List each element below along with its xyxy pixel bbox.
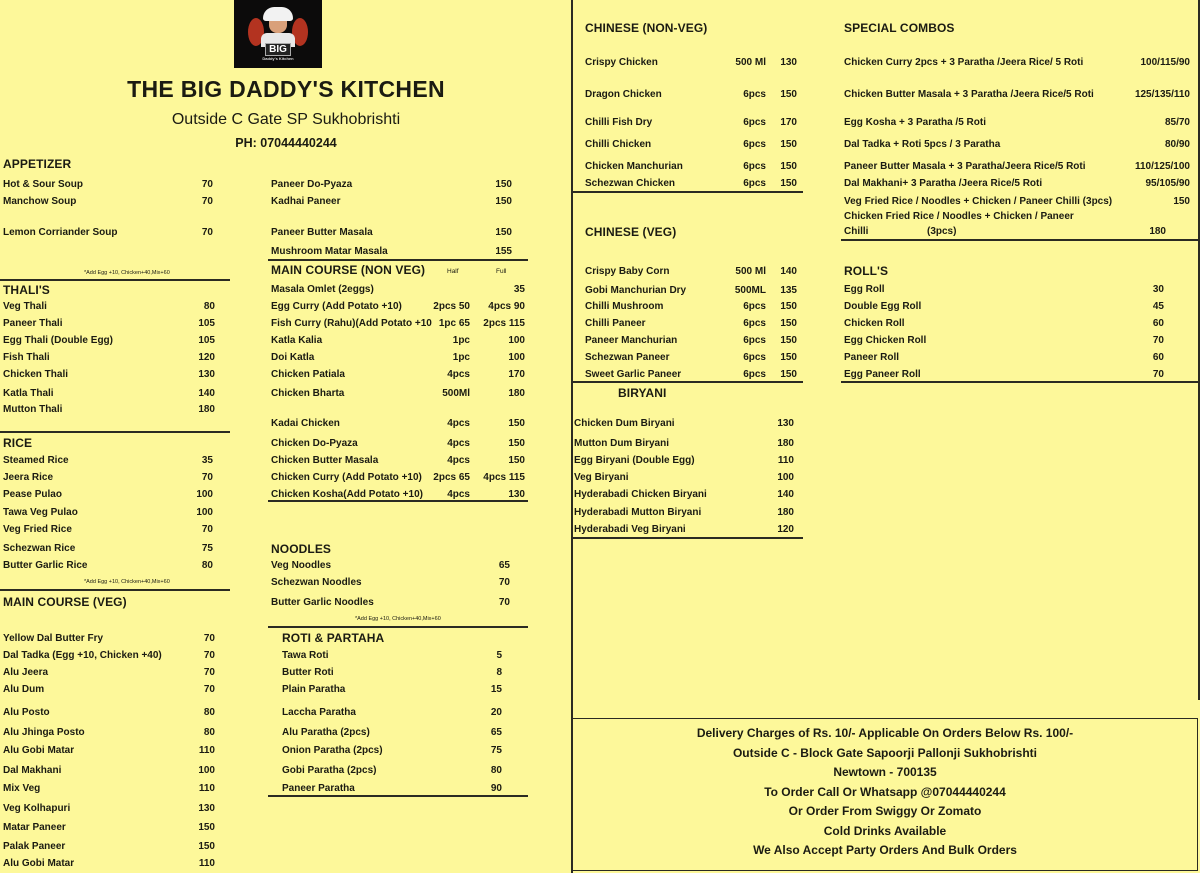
section-title-main-nonveg: MAIN COURSE (NON VEG) <box>271 263 426 277</box>
menu-item-name: Lemon Corriander Soup <box>3 227 118 238</box>
menu-item-name: Schezwan Noodles <box>271 577 362 588</box>
menu-item-name: Alu Gobi Matar <box>3 745 75 756</box>
menu-item-price: 150 <box>780 139 797 150</box>
menu-item-name: Crispy Baby Corn <box>585 266 670 277</box>
menu-item-price: 150 <box>780 178 797 189</box>
section-title-chinese-nonveg: CHINESE (NON-VEG) <box>585 21 708 35</box>
menu-item-price: 105 <box>198 318 215 329</box>
section-title-roti: ROTI & PARTAHA <box>282 631 385 645</box>
menu-item-price: 70 <box>1152 369 1164 380</box>
menu-item-name: Yellow Dal Butter Fry <box>3 633 104 644</box>
menu-item-price: 70 <box>201 196 213 207</box>
menu-item-name: Schezwan Paneer <box>585 352 670 363</box>
menu-item-price: 110 <box>198 858 215 869</box>
menu-item-name: Alu Dum <box>3 684 45 695</box>
menu-item-price: 110 <box>198 745 215 756</box>
menu-item-price: 150 <box>780 369 797 380</box>
menu-item-qty: 4pcs <box>447 455 470 466</box>
menu-item-name: Paneer Roll <box>844 352 900 363</box>
menu-item-name: Alu Posto <box>3 707 50 718</box>
combo-item-name: Veg Fried Rice / Noodles + Chicken / Paneer Chilli (3pcs) <box>844 196 1113 207</box>
menu-item-name: Chicken Roll <box>844 318 905 329</box>
section-title-rice: RICE <box>3 436 33 450</box>
section-divider <box>573 191 803 193</box>
menu-item-name: Double Egg Roll <box>844 301 922 312</box>
menu-item-qty: 6pcs <box>743 89 766 100</box>
menu-item-name: Jeera Rice <box>3 472 54 483</box>
combo-item-name: Chicken Fried Rice / Noodles + Chicken / Paneer <box>844 211 1074 222</box>
menu-item-name: Egg Paneer Roll <box>844 369 921 380</box>
section-divider <box>0 589 230 591</box>
menu-item-price: 70 <box>201 472 213 483</box>
menu-item-price: 150 <box>508 418 525 429</box>
menu-item-price: 135 <box>780 285 797 296</box>
section-divider <box>573 381 803 383</box>
menu-item-name: Chicken Patiala <box>271 369 345 380</box>
menu-item-qty: 500 Ml <box>735 57 766 68</box>
combo-item-price: 80/90 <box>1164 139 1190 150</box>
menu-item-price: 100 <box>196 507 213 518</box>
menu-item-name: Sweet Garlic Paneer <box>585 369 682 380</box>
menu-item-price: 150 <box>495 179 512 190</box>
menu-item-name: Doi Katla <box>271 352 315 363</box>
menu-item-name: Tawa Roti <box>282 650 329 661</box>
menu-item-price: 80 <box>203 301 215 312</box>
section-divider <box>268 259 528 261</box>
menu-item-name: Veg Noodles <box>271 560 332 571</box>
menu-item-name: Chicken Dum Biryani <box>574 418 675 429</box>
menu-item-price: 150 <box>780 301 797 312</box>
menu-item-name: Chicken Kosha(Add Potato +10) <box>271 489 423 500</box>
footer-address-text: Outside C - Block Gate Sapoorji Pallonji Sukhobrishti <box>732 745 1038 760</box>
order-call-text: To Order Call Or Whatsapp @07044440244 <box>764 784 1006 799</box>
menu-item-name: Chicken Butter Masala <box>271 455 379 466</box>
menu-item-name: Plain Paratha <box>282 684 346 695</box>
menu-item-price: 140 <box>198 388 215 399</box>
section-divider <box>268 795 528 797</box>
menu-item-price: 70 <box>203 684 215 695</box>
combo-item-name: Paneer Butter Masala + 3 Paratha/Jeera Rice/5 Roti <box>844 161 1086 172</box>
menu-item-price: 150 <box>508 455 525 466</box>
menu-item-name: Alu Paratha (2pcs) <box>282 727 370 738</box>
menu-item-price: 180 <box>777 438 794 449</box>
menu-item-name: Mutton Dum Biryani <box>574 438 669 449</box>
menu-item-price: 90 <box>490 783 502 794</box>
addon-note: *Add Egg +10, Chicken+40,Mix+60 <box>84 579 170 585</box>
menu-item-name: Veg Biryani <box>574 472 629 483</box>
menu-item-price: 70 <box>203 650 215 661</box>
menu-item-price: 150 <box>780 161 797 172</box>
menu-item-price: 70 <box>498 577 510 588</box>
menu-item-name: Veg Kolhapuri <box>3 803 71 814</box>
menu-item-name: Onion Paratha (2pcs) <box>282 745 383 756</box>
menu-item-price: 150 <box>780 335 797 346</box>
menu-item-qty: 1pc 65 <box>438 318 470 329</box>
combo-item-name: Chicken Curry 2pcs + 3 Paratha /Jeera Rice/ 5 Roti <box>844 57 1084 68</box>
menu-item-price: 150 <box>198 841 215 852</box>
menu-item-name: Hyderabadi Chicken Biryani <box>574 489 707 500</box>
menu-item-name: Paneer Butter Masala <box>271 227 373 238</box>
restaurant-address: Outside C Gate SP Sukhobrishti <box>171 111 401 128</box>
menu-item-qty: 500ML <box>734 285 766 296</box>
combo-item-name: Egg Kosha + 3 Paratha /5 Roti <box>844 117 986 128</box>
menu-item-price: 15 <box>490 684 502 695</box>
section-title-chinese-veg: CHINESE (VEG) <box>585 225 677 239</box>
menu-item-qty: 6pcs <box>743 318 766 329</box>
menu-item-name: Mutton Thali <box>3 404 63 415</box>
menu-item-qty: 500Ml <box>442 388 470 399</box>
menu-item-qty: 500 Ml <box>735 266 766 277</box>
menu-item-name: Paneer Do-Pyaza <box>271 179 353 190</box>
menu-item-price: 4pcs 90 <box>488 301 525 312</box>
menu-item-name: Laccha Paratha <box>282 707 356 718</box>
menu-item-price: 150 <box>780 318 797 329</box>
menu-item-name: Veg Fried Rice <box>3 524 72 535</box>
section-divider <box>268 626 528 628</box>
menu-item-price: 110 <box>198 783 215 794</box>
menu-item-price: 180 <box>198 404 215 415</box>
menu-item-name: Schezwan Chicken <box>585 178 676 189</box>
menu-item-name: Egg Biryani (Double Egg) <box>574 455 695 466</box>
menu-item-price: 80 <box>490 765 502 776</box>
info-footer-box <box>572 718 1198 871</box>
menu-item-price: 30 <box>1152 284 1164 295</box>
menu-item-price: 70 <box>201 179 213 190</box>
menu-item-name: Egg Thali (Double Egg) <box>3 335 113 346</box>
menu-item-qty: 6pcs <box>743 139 766 150</box>
menu-item-price: 100 <box>198 765 215 776</box>
menu-item-name: Schezwan Rice <box>3 543 76 554</box>
menu-item-qty: 2pcs 50 <box>433 301 470 312</box>
menu-item-price: 150 <box>495 196 512 207</box>
combo-item-price: 180 <box>1149 226 1166 237</box>
menu-item-qty: 4pcs <box>447 438 470 449</box>
menu-item-qty: 6pcs <box>743 161 766 172</box>
section-divider <box>841 239 1199 241</box>
menu-item-price: 80 <box>201 560 213 571</box>
menu-item-price: 170 <box>508 369 525 380</box>
menu-item-qty: 2pcs 65 <box>433 472 470 483</box>
menu-item-name: Manchow Soup <box>3 196 77 207</box>
menu-item-name: Steamed Rice <box>3 455 69 466</box>
menu-item-name: Butter Roti <box>282 667 334 678</box>
menu-item-name: Tawa Veg Pulao <box>3 507 78 518</box>
combo-item-name: Dal Makhani+ 3 Paratha /Jeera Rice/5 Roti <box>844 178 1043 189</box>
menu-item-name: Alu Jeera <box>3 667 49 678</box>
menu-item-price: 110 <box>777 455 794 466</box>
menu-item-name: Dal Tadka (Egg +10, Chicken +40) <box>3 650 162 661</box>
menu-item-name: Chilli Chicken <box>585 139 652 150</box>
menu-item-price: 180 <box>508 388 525 399</box>
section-divider <box>0 279 230 281</box>
menu-item-price: 60 <box>1152 318 1164 329</box>
combo-item-price: 150 <box>1173 196 1190 207</box>
menu-item-name: Chilli Fish Dry <box>585 117 653 128</box>
menu-item-name: Pease Pulao <box>3 489 62 500</box>
menu-item-name: Fish Thali <box>3 352 50 363</box>
menu-item-price: 60 <box>1152 352 1164 363</box>
cold-drinks-text: Cold Drinks Available <box>823 823 947 838</box>
menu-item-price: 75 <box>201 543 213 554</box>
menu-item-price: 70 <box>1152 335 1164 346</box>
restaurant-title: THE BIG DADDY'S KITCHEN <box>127 76 445 102</box>
menu-item-name: Paneer Thali <box>3 318 63 329</box>
menu-item-name: Gobi Paratha (2pcs) <box>282 765 377 776</box>
menu-item-name: Chicken Do-Pyaza <box>271 438 358 449</box>
menu-item-name: Chicken Manchurian <box>585 161 683 172</box>
section-divider <box>0 431 230 433</box>
menu-item-name: Hyderabadi Mutton Biryani <box>574 507 702 518</box>
combo-item-name: Chicken Butter Masala + 3 Paratha /Jeera Rice/5 Roti <box>844 89 1094 100</box>
menu-item-price: 120 <box>777 524 794 535</box>
section-divider <box>573 537 803 539</box>
menu-item-price: 70 <box>203 633 215 644</box>
swiggy-zomato-text: Or Order From Swiggy Or Zomato <box>788 804 982 818</box>
menu-item-price: 65 <box>498 560 510 571</box>
menu-item-name: Chilli Mushroom <box>585 301 664 312</box>
menu-item-price: 140 <box>780 266 797 277</box>
menu-item-name: Dragon Chicken <box>585 89 662 100</box>
addon-note: *Add Egg +10, Chicken+40,Mix+60 <box>84 270 170 276</box>
menu-item-name: Mushroom Matar Masala <box>271 246 388 257</box>
restaurant-logo <box>234 0 322 68</box>
menu-item-price: 100 <box>777 472 794 483</box>
menu-item-qty: 6pcs <box>743 117 766 128</box>
menu-item-name: Katla Thali <box>3 388 54 399</box>
menu-item-price: 130 <box>198 369 215 380</box>
combo-item-price: 125/135/110 <box>1134 89 1190 100</box>
section-divider <box>268 500 528 502</box>
menu-item-name: Dal Makhani <box>3 765 62 776</box>
menu-item-name: Paneer Manchurian <box>585 335 678 346</box>
menu-item-name: Chilli Paneer <box>585 318 646 329</box>
combo-item-qty: (3pcs) <box>927 226 957 237</box>
menu-item-price: 65 <box>490 727 502 738</box>
delivery-charges-text: Delivery Charges of Rs. 10/- Applicable On Orders Below Rs. 100/- <box>696 726 1074 740</box>
chef-face-icon <box>269 21 287 33</box>
menu-item-price: 100 <box>196 489 213 500</box>
combo-item-price: 100/115/90 <box>1140 57 1190 68</box>
menu-item-qty: 6pcs <box>743 178 766 189</box>
menu-item-name: Butter Garlic Rice <box>3 560 88 571</box>
section-title-main-veg: MAIN COURSE (VEG) <box>3 595 127 609</box>
menu-item-name: Butter Garlic Noodles <box>271 597 374 608</box>
menu-item-price: 75 <box>490 745 502 756</box>
menu-item-name: Palak Paneer <box>3 841 66 852</box>
section-title-noodles: NOODLES <box>271 542 332 556</box>
combo-item-name-cont: Chilli <box>844 226 869 237</box>
menu-item-name: Chicken Thali <box>3 369 69 380</box>
menu-item-price: 20 <box>490 707 502 718</box>
menu-item-price: 170 <box>780 117 797 128</box>
menu-item-price: 150 <box>508 438 525 449</box>
menu-item-name: Paneer Paratha <box>282 783 355 794</box>
combo-item-name: Dal Tadka + Roti 5pcs / 3 Paratha <box>844 139 1001 150</box>
combo-item-price: 85/70 <box>1164 117 1190 128</box>
menu-item-price: 130 <box>780 57 797 68</box>
menu-item-price: 80 <box>203 707 215 718</box>
right-border <box>1198 0 1200 700</box>
menu-item-name: Crispy Chicken <box>585 57 658 68</box>
column-header-full: Full <box>496 268 507 275</box>
chef-hat-icon <box>263 7 293 21</box>
section-divider <box>841 381 1199 383</box>
column-header-half: Half <box>447 268 459 275</box>
menu-item-price: 70 <box>201 524 213 535</box>
menu-item-name: Chicken Curry (Add Potato +10) <box>271 472 422 483</box>
section-title-thalis: THALI'S <box>3 283 50 297</box>
logo-subtext: Daddy's Kitchen <box>262 56 294 61</box>
restaurant-phone: PH: 07044440244 <box>235 136 337 150</box>
menu-item-qty: 4pcs <box>447 418 470 429</box>
menu-item-name: Masala Omlet (2eggs) <box>271 284 374 295</box>
section-title-biryani: BIRYANI <box>618 386 667 400</box>
menu-item-name: Kadhai Paneer <box>271 196 341 207</box>
menu-item-name: Egg Curry (Add Potato +10) <box>271 301 402 312</box>
menu-item-price: 8 <box>496 667 502 678</box>
menu-item-price: 105 <box>198 335 215 346</box>
combo-item-price: 110/125/100 <box>1134 161 1190 172</box>
menu-item-qty: 1pc <box>452 335 470 346</box>
section-title-combos: SPECIAL COMBOS <box>844 21 955 35</box>
menu-item-qty: 1pc <box>452 352 470 363</box>
menu-item-name: Chicken Bharta <box>271 388 345 399</box>
menu-item-name: Hot & Sour Soup <box>3 179 83 190</box>
menu-item-name: Fish Curry (Rahu)(Add Potato +10 <box>271 318 432 329</box>
menu-item-price: 130 <box>198 803 215 814</box>
menu-item-name: Alu Jhinga Posto <box>3 727 85 738</box>
logo-text: BIG <box>265 43 291 56</box>
menu-item-price: 120 <box>198 352 215 363</box>
menu-item-price: 5 <box>496 650 502 661</box>
menu-item-price: 130 <box>777 418 794 429</box>
menu-item-name: Egg Chicken Roll <box>844 335 927 346</box>
menu-item-name: Kadai Chicken <box>271 418 340 429</box>
menu-item-price: 45 <box>1152 301 1164 312</box>
party-orders-text: We Also Accept Party Orders And Bulk Orders <box>753 843 1017 857</box>
menu-item-qty: 6pcs <box>743 369 766 380</box>
footer-city-text: Newtown - 700135 <box>833 765 937 779</box>
menu-item-price: 2pcs 115 <box>483 318 525 329</box>
menu-item-name: Alu Gobi Matar <box>3 858 75 869</box>
menu-item-price: 150 <box>780 89 797 100</box>
menu-item-price: 35 <box>513 284 525 295</box>
menu-item-price: 80 <box>203 727 215 738</box>
menu-item-price: 130 <box>508 489 525 500</box>
section-title-rolls: ROLL'S <box>844 264 889 278</box>
combo-item-price: 95/105/90 <box>1145 178 1190 189</box>
menu-item-name: Veg Thali <box>3 301 47 312</box>
menu-item-price: 180 <box>777 507 794 518</box>
menu-item-price: 100 <box>508 352 525 363</box>
menu-item-price: 4pcs 115 <box>483 472 525 483</box>
addon-note: *Add Egg +10, Chicken+40,Mix+60 <box>355 616 441 622</box>
menu-item-name: Hyderabadi Veg Biryani <box>574 524 686 535</box>
menu-item-price: 150 <box>780 352 797 363</box>
menu-item-price: 70 <box>203 667 215 678</box>
menu-item-qty: 6pcs <box>743 352 766 363</box>
menu-item-name: Gobi Manchurian Dry <box>585 285 687 296</box>
menu-item-qty: 4pcs <box>447 369 470 380</box>
menu-item-qty: 6pcs <box>743 301 766 312</box>
menu-item-price: 35 <box>201 455 213 466</box>
section-title-appetizer: APPETIZER <box>3 157 72 171</box>
menu-item-price: 150 <box>495 227 512 238</box>
menu-item-price: 150 <box>198 822 215 833</box>
menu-item-name: Katla Kalia <box>271 335 323 346</box>
menu-item-price: 100 <box>508 335 525 346</box>
menu-item-qty: 6pcs <box>743 335 766 346</box>
menu-item-name: Egg Roll <box>844 284 885 295</box>
menu-item-qty: 4pcs <box>447 489 470 500</box>
menu-item-name: Matar Paneer <box>3 822 66 833</box>
menu-item-price: 70 <box>498 597 510 608</box>
menu-item-name: Mix Veg <box>3 783 41 794</box>
menu-item-price: 70 <box>201 227 213 238</box>
menu-item-price: 155 <box>495 246 512 257</box>
menu-item-price: 140 <box>777 489 794 500</box>
